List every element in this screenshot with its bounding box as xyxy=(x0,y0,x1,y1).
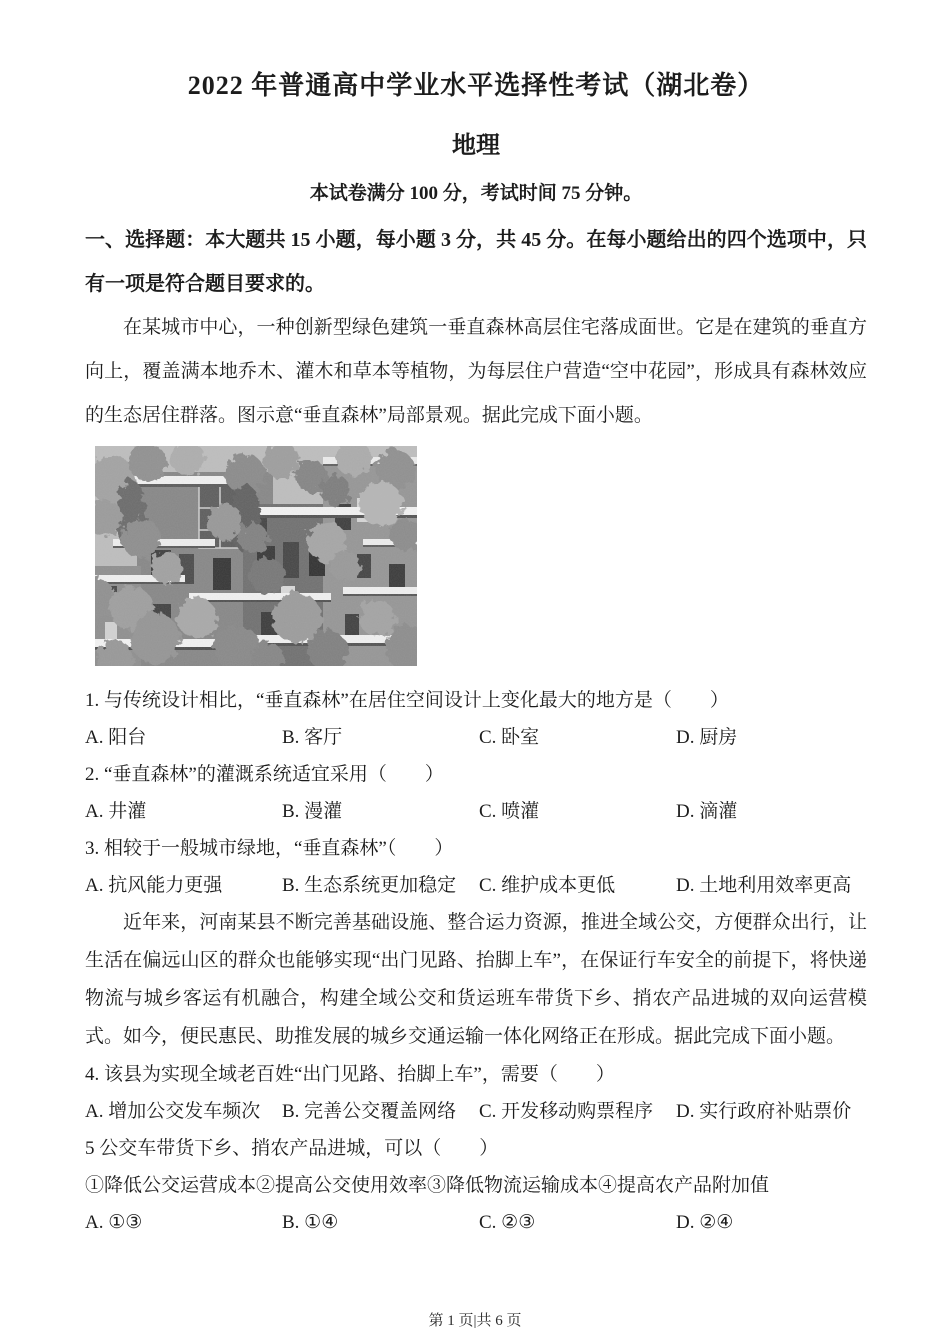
page-content xyxy=(85,68,867,1241)
page-footer xyxy=(0,1309,950,1330)
vertical-forest-photo xyxy=(95,446,417,666)
question-4-option-c: C. 开发移动购票程序 xyxy=(479,1101,654,1122)
question-4-option-d: D. 实行政府补贴票价 xyxy=(676,1101,852,1122)
question-1-options xyxy=(85,719,867,756)
question-1-option-c: C. 卧室 xyxy=(479,727,540,748)
question-5-options xyxy=(85,1204,867,1241)
question-2-options xyxy=(85,793,867,830)
question-4 xyxy=(85,1056,867,1130)
question-3-option-b: B. 生态系统更加稳定 xyxy=(282,875,457,896)
question-1-option-d: D. 厨房 xyxy=(676,727,738,748)
section-heading: 一、选择题：本大题共 15 小题，每小题 3 分，共 45 分。在每小题给出的四个选项中，只有一项是符合题目要求的。 xyxy=(85,229,867,295)
question-2-option-a: A. 井灌 xyxy=(85,801,147,822)
vertical-forest-photo-illustration xyxy=(95,446,417,666)
question-5-stem: 5 公交车带货下乡、捎农产品进城，可以（ ） xyxy=(85,1138,499,1159)
question-3-option-c: C. 维护成本更低 xyxy=(479,875,616,896)
question-3-options xyxy=(85,867,867,904)
question-3-option-a: A. 抗风能力更强 xyxy=(85,875,223,896)
question-4-options xyxy=(85,1093,867,1130)
passage-rural-transit: 近年来，河南某县不断完善基础设施、整合运力资源，推进全域公交，方便群众出行，让生活在偏远山区的群众也能够实现“出门见路、抬脚上车”，在保证行车安全的前提下，将快递物流与城乡客运有机融合，构建全域公交和货运班车带货下乡、捎农产品进城的双向运营模式。如今，便民惠民、助推发展的城乡交通运输一体化网络正在形成。据此完成下面小题。 xyxy=(85,912,867,1047)
passage-vertical-forest: 在某城市中心，一种创新型绿色建筑一垂直森林高层住宅落成面世。它是在建筑的垂直方向上，覆盖满本地乔木、灌木和草本等植物，为每层住户营造“空中花园”，形成具有森林效应的生态居住群落。图示意“垂直森林”局部景观。据此完成下面小题。 xyxy=(85,317,867,426)
doc-title: 2022 年普通高中学业水平选择性考试（湖北卷） xyxy=(187,71,765,100)
question-5-option-b: B. ①④ xyxy=(282,1212,339,1233)
exam-info: 本试卷满分 100 分，考试时间 75 分钟。 xyxy=(309,183,643,204)
question-4-option-a: A. 增加公交发车频次 xyxy=(85,1101,261,1122)
question-1-option-b: B. 客厅 xyxy=(282,727,343,748)
question-2-option-b: B. 漫灌 xyxy=(282,801,343,822)
question-5-option-c: C. ②③ xyxy=(479,1212,536,1233)
question-1 xyxy=(85,682,867,756)
subject-title: 地理 xyxy=(452,133,500,159)
page-indicator: 第 1 页|共 6 页 xyxy=(428,1313,522,1329)
question-5-option-a: A. ①③ xyxy=(85,1212,143,1233)
question-5 xyxy=(85,1130,867,1241)
question-5-option-d: D. ②④ xyxy=(676,1212,734,1233)
question-2-option-c: C. 喷灌 xyxy=(479,801,540,822)
question-3 xyxy=(85,830,867,904)
question-2-stem: 2. “垂直森林”的灌溉系统适宜采用（ ） xyxy=(85,764,444,785)
question-2 xyxy=(85,756,867,830)
question-3-option-d: D. 土地利用效率更高 xyxy=(676,875,852,896)
question-2-option-d: D. 滴灌 xyxy=(676,801,738,822)
question-1-stem: 1. 与传统设计相比，“垂直森林”在居住空间设计上变化最大的地方是（ ） xyxy=(85,690,729,711)
question-4-stem: 4. 该县为实现全域老百姓“出门见路、抬脚上车”，需要（ ） xyxy=(85,1064,615,1085)
question-5-subitems: ①降低公交运营成本②提高公交使用效率③降低物流运输成本④提高农产品附加值 xyxy=(85,1175,770,1196)
question-4-option-b: B. 完善公交覆盖网络 xyxy=(282,1101,457,1122)
question-1-option-a: A. 阳台 xyxy=(85,727,147,748)
question-3-stem: 3. 相较于一般城市绿地，“垂直森林”（ ） xyxy=(85,838,454,859)
